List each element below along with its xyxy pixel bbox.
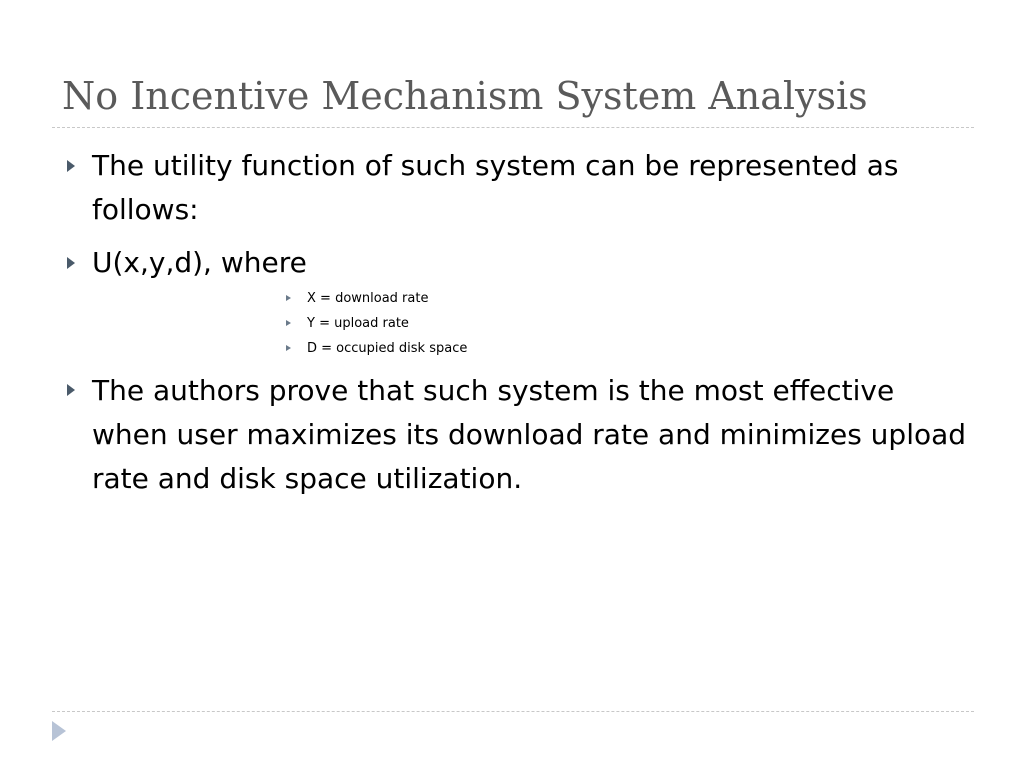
- sub-bullet-x: X = download rate: [307, 291, 429, 306]
- bottom-divider: [52, 711, 974, 712]
- triangle-right-icon: [67, 257, 75, 269]
- triangle-right-icon: [286, 320, 291, 326]
- sub-bullet-d: D = occupied disk space: [307, 341, 468, 356]
- play-triangle-icon: [52, 721, 66, 741]
- bullet-u-xyd: U(x,y,d), where: [92, 246, 307, 279]
- triangle-right-icon: [286, 295, 291, 301]
- sub-bullet-y: Y = upload rate: [307, 316, 409, 331]
- triangle-right-icon: [67, 384, 75, 396]
- slide-title: No Incentive Mechanism System Analysis: [62, 74, 868, 118]
- triangle-right-icon: [67, 160, 75, 172]
- bullet-utility-function: The utility function of such system can be represented as follows:: [92, 149, 899, 226]
- top-divider: [52, 127, 974, 128]
- bullet-authors-prove: The authors prove that such system is the most effective when user maximizes its download rate and minimizes upload rate and disk space utilization.: [92, 374, 967, 495]
- triangle-right-icon: [286, 345, 291, 351]
